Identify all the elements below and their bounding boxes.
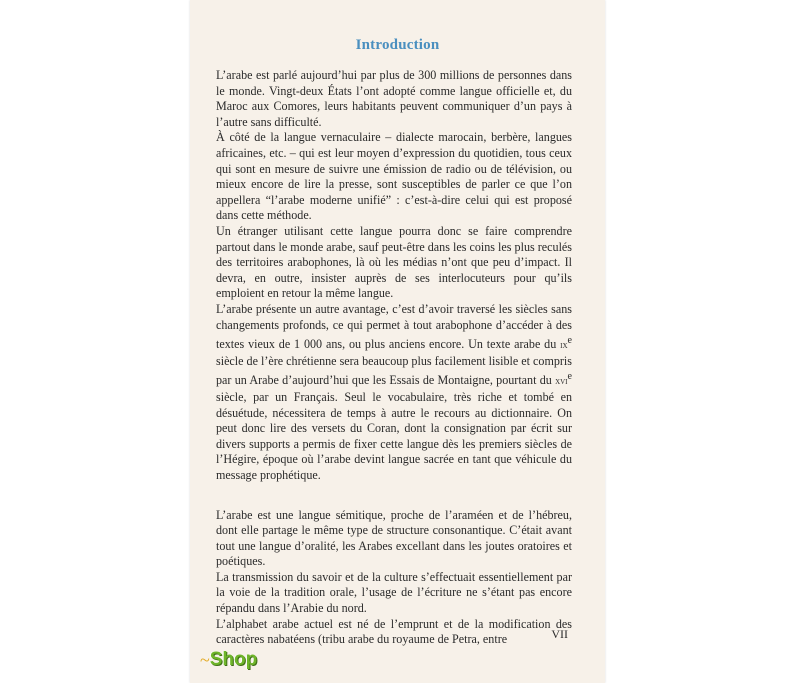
paragraph-4-part-1: L’arabe présente un autre avantage, c’est d’avoir traversé les siècles sans changements profonds, ce qui permet à tout arabophone d’accéder à des textes vieux de 1 000 ans, ou plus anciens encore. Un texte arabe du [216,301,572,352]
shop-logo-text: Shop [209,649,258,670]
paragraph-4-part-2: siècle de l’ère chrétienne sera beaucoup plus facilement lisible et compris par un Arabe d’aujourd’hui que les Essais de Montaigne, pourtant du [216,353,572,388]
page-number: VII [551,627,568,641]
page-body [216,68,572,648]
paragraph-4-part-3: siècle, par un Français. Seul le vocabulaire, très riche et tombé en désuétude, nécessitera de temps à autre le recours au dictionnaire. On peut donc lire des versets du Coran, dont la consignation par écrit sur divers supports a permis de fixer cette langue dès les premiers siècles de l’Hégire, époque où l’arabe devint langue sacrée en tant que véhicule du message prophétique. [216,389,572,482]
century-ix: ix [560,340,568,352]
paragraph-5: L’arabe est une langue sémitique, proche de l’araméen et de l’hébreu, dont elle partage le même type de structure consonantique. C’était avant tout une langue d’oralité, les Arabes excellant dans les joutes oratoires et poétiques. [216,507,572,569]
paragraph-7: L’alphabet arabe actuel est né de l’emprunt et de la modification des caractères nabatéens (tribu arabe du royaume de Petra, entre [216,616,572,647]
paragraph-3: Un étranger utilisant cette langue pourra donc se faire comprendre partout dans le monde arabe, sauf peut-être dans les coins les plus reculés des territoires arabophones, là où les médias n’ont que peu d’impact. Il devra, en outre, insister auprès de ses interlocuteurs pour qu’ils emploient en retour la même langue. [216,223,572,301]
paragraph-4 [216,302,572,484]
century-ix-sup: e [567,335,572,347]
shop-logo[interactable] [200,649,257,671]
paragraph-6: La transmission du savoir et de la culture s’effectuait essentiellement par la voie de la tradition orale, l’usage de l’écriture ne s’étant pas encore répandu dans l’Arabie du nord. [216,569,572,616]
page-title: Introduction [355,37,440,53]
century-xvi-sup: e [567,371,572,383]
century-xvi: xvi [555,376,568,388]
swirl-icon: ~ [200,650,210,670]
book-page [190,0,605,683]
paragraph-2: À côté de la langue vernaculaire – dialecte marocain, berbère, langues africaines, etc. – qui est leur moyen d’expression du quotidien, tous ceux qui sont en mesure de suivre une émission de radio ou de télévision, ou mieux encore de lire la presse, sont susceptibles de parler ce que l’on appellera “l’arabe moderne unifié” : c’est-à-dire celui qui est proposé dans cette méthode. [216,130,572,223]
paragraph-1: L’arabe est parlé aujourd’hui par plus de 300 millions de personnes dans le monde. Vingt-deux États l’ont adopté comme langue officielle et, du Maroc aux Comores, leurs habitants peuvent communiquer d’un pays à l’autre sans difficulté. [216,68,572,129]
